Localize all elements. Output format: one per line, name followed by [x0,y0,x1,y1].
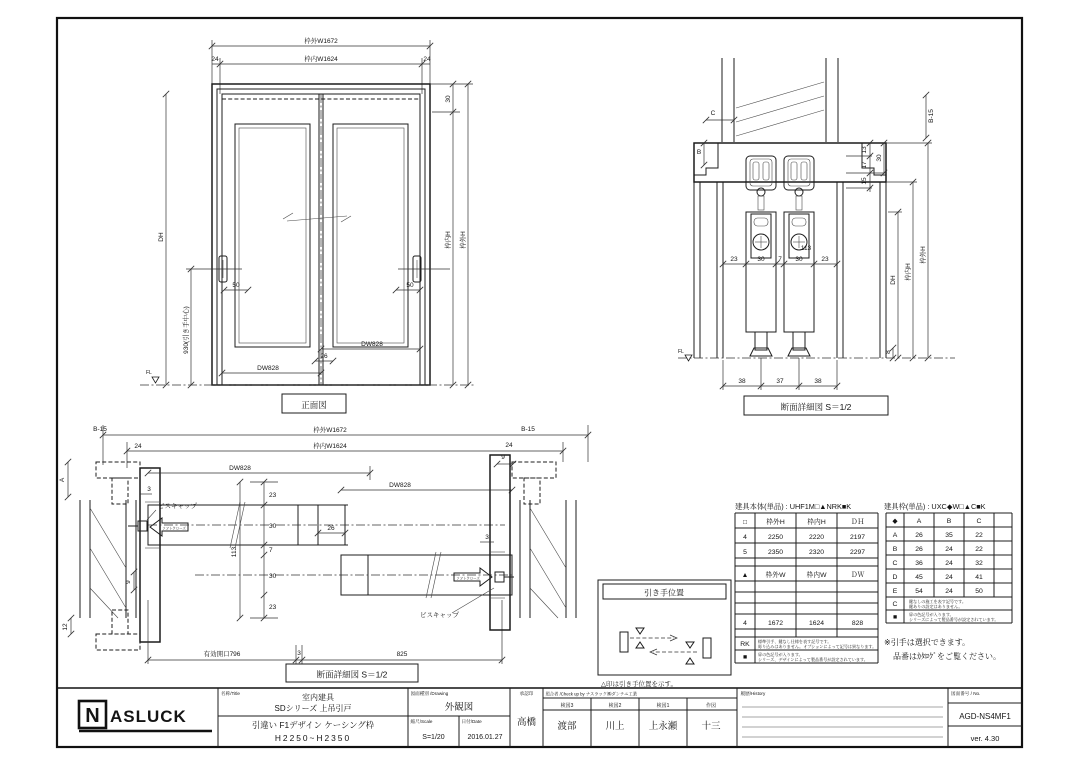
hs-chain-2: 7 [269,547,273,554]
tb-title-3: 引違い F1デザイン ケーシング枠 [251,720,375,730]
t2-r2c2: 24 [945,560,953,567]
tb-approval-header: 承認印 [519,691,534,696]
hs-dim-24-right: 24 [505,442,513,449]
t2-sq-note-2: シリーズによって製品番号が設定されています。 [909,617,999,622]
hs-dim-inner-w: 枠内W1624 [313,443,347,450]
fv-dim-50-right: 50 [406,282,414,289]
tb-date-header: 日付/Date [461,719,482,724]
t2-r3c2: 24 [945,574,953,581]
t2-r0c0: A [892,532,898,539]
fv-dw-right: DW828 [361,341,383,348]
t2-h1: A [916,518,922,525]
vs-d15: 15 [861,177,868,185]
t2-r0c2: 35 [945,532,953,539]
t2-c-note-1: 鍵なしの施工を表す記号です。 [909,599,966,604]
tb-col-draw: 作図 [705,703,717,709]
t1-r1c0: 5 [743,549,747,556]
vs-bottom-2: 38 [814,378,822,385]
vs-d13: 13 [861,146,868,154]
tb-name-check3: 渡部 [557,721,577,732]
t1-r1c3: 2297 [849,549,866,556]
fv-dh: DH [158,232,165,242]
hs-softclose-right: ソフトクローズ [456,576,480,581]
tb-scale: S=1/20 [422,734,445,741]
tb-drawing-no: AGD-NS4MF1 [959,712,1011,721]
tb-col-check2: 検図2 [608,703,622,709]
t2-r1c1: 26 [915,546,923,553]
tb-date: 2016.01.27 [467,734,503,741]
t2-c-note-2: 鍵ありの設定はありません。 [909,604,963,609]
t2-r3c3: 41 [975,574,983,581]
hs-dim-24-left: 24 [134,443,142,450]
t1-h1: 枠外H [766,519,785,526]
hs-softclose-left: ソフトクローズ [162,526,186,531]
t2-r2c3: 32 [975,560,983,567]
t2-r1c2: 24 [945,546,953,553]
hs-screwcap-right: ビスキャップ [420,612,459,619]
hs-dim-a: A [59,477,66,483]
t1-h3: ＤＨ [850,519,865,526]
tb-scale-header: 縮尺/Scale [410,719,433,724]
vs-b15: B-15 [928,109,935,123]
vs-dim-b: B [696,149,702,156]
vs-bottom-1: 37 [776,378,784,385]
vs-caption: 断面詳細図 S＝1/2 [780,402,852,412]
fv-caption: 正面図 [301,400,327,410]
vs-dim-c: C [710,110,716,117]
hp-title: 引き手位置 [644,588,684,598]
vs-inner-h: 枠内H [905,263,912,281]
tb-version: ver. 4.30 [970,734,1000,743]
fv-dim-24-right: 24 [423,56,431,63]
vs-d8: 8 [885,350,892,354]
t1-r0c2: 2220 [808,534,825,541]
t2-r2c1: 36 [915,560,923,567]
hs-d113: 113 [231,546,238,558]
hs-screwcap-left: ビスキャップ [158,503,197,510]
t1-r0c1: 2250 [767,534,784,541]
t1-sq-note-2: シリーズ、デザインによって製品番号が設定されています。 [758,657,868,662]
tb-name-check2: 川上 [605,721,625,732]
fv-inner-h: 枠内H [445,231,452,249]
tb-col-check1: 検図1 [656,703,670,709]
vs-chain-3: 30 [795,256,803,263]
hs-dw1: DW828 [229,465,251,472]
t2-r1c0: B [892,546,898,553]
hs-dw2: DW828 [389,482,411,489]
vs-chain-2: 7 [778,256,782,263]
hs-dim-26: 26 [327,525,335,532]
vs-dh: DH [890,275,897,285]
vs-chain-1: 30 [757,256,765,263]
fv-dim-30: 30 [445,95,452,103]
vs-fl-label: FL [678,349,684,355]
t2-c-key: C [892,601,898,608]
t1-w0: 4 [743,620,747,627]
t1-title: 建具本体(単品) : UHF1M□▲NRK■K [735,502,852,511]
vs-chain-0: 23 [730,256,738,263]
sheet-border [57,18,1022,747]
t1-w1: 1672 [767,620,784,627]
fv-dim-50-left: 50 [232,282,240,289]
t2-remark-2: 品番はｶﾀﾛｸﾞをご覧ください。 [893,652,1001,661]
t1-h2: 枠内H [807,519,826,526]
t2-r4c3: 50 [975,588,983,595]
t2-h3: C [976,518,982,525]
t2-r0c3: 22 [975,532,983,539]
hs-chain-1: 30 [269,523,277,530]
hs-caption: 断面詳細図 S＝1/2 [316,669,388,680]
t1-rk-note-1: 標準引手、鍵なし仕様を表す記号です。 [758,639,832,644]
hs-chain-3: 30 [269,573,277,580]
logo-text: ASLUCK [110,707,187,726]
hp-note: △印は引き手位置を示す。 [601,681,677,688]
t2-r4c1: 54 [915,588,923,595]
t1-rk-key: RK [740,641,750,648]
hs-dim-3-left: 3 [147,486,151,493]
t1-r1c2: 2320 [808,549,825,556]
t2-r1c3: 22 [975,546,983,553]
tb-col-check3: 検図3 [560,703,574,709]
t1-wh1: 枠外W [765,572,786,579]
t1-wh0: ▲ [741,572,749,579]
fv-dw-left: DW828 [257,365,279,372]
fv-fl-label: FL [146,370,152,376]
hs-b15-left: B-15 [93,426,107,433]
t1-r1c1: 2350 [767,549,784,556]
t1-r0c0: 4 [743,534,747,541]
t2-r4c0: E [892,588,898,595]
t1-h0: □ [742,519,748,526]
fv-dim-outer-w: 枠外W1672 [304,38,338,45]
hs-chain-0: 23 [269,492,277,499]
tb-drawing-type: 外観図 [444,702,474,713]
vs-d30: 30 [876,154,883,162]
fv-dim-24-left: 24 [211,56,219,63]
vs-d113: 113 [800,245,812,252]
hs-chain-4: 23 [269,604,277,611]
t2-r0c1: 26 [915,532,923,539]
t2-sq-key: ■ [892,614,898,621]
tb-history-header: 履歴/History [740,691,766,696]
vs-d17: 17 [861,161,868,169]
hs-dim-9-right: 9 [501,454,505,461]
t1-w3: 828 [851,620,864,627]
t1-wh3: ＤＷ [850,572,865,579]
tb-name-draw: 十三 [701,721,721,732]
t2-sq-note-1: 扉の色記号が入ります。 [909,612,954,617]
logo-n: N [85,705,100,727]
fv-dim-inner-w: 枠内W1624 [304,56,338,63]
t1-w2: 1624 [808,620,825,627]
t1-sq-note-1: 扉の色記号が入ります。 [758,652,803,657]
t2-r2c0: C [892,560,898,567]
hs-b15-right: B-15 [521,426,535,433]
tb-name-check1: 上永瀬 [648,721,678,732]
fv-outer-h: 枠外H [460,231,467,249]
vs-bottom-0: 38 [738,378,746,385]
tb-approver: 高橋 [516,717,537,728]
tb-title-2: SDシリーズ 上吊引戸 [274,704,352,713]
tb-no-header: 図面番号 / No. [951,691,981,696]
hs-dim-825: 825 [396,651,408,658]
hs-dim-12: 12 [62,623,69,631]
t2-r3c1: 45 [915,574,923,581]
t1-rk-note-2: 彫り込みはありません。オプションによって記号は異なります。 [758,644,877,649]
t2-r3c0: D [892,574,898,581]
t2-h2: B [946,518,952,525]
tb-name-header: 名称/Title [221,691,240,696]
t1-r0c3: 2197 [849,534,866,541]
tb-check-header: 照合者 /Check up by ナスラック㈱ダンテニ工業 [545,691,638,697]
tb-title-4: H2250~H2350 [274,733,352,743]
hs-opening: 有効開口796 [203,651,241,658]
t2-title: 建具枠(単品) : UXC◆W□▲C■K [884,502,986,511]
hs-dim-outer-w: 枠外W1672 [313,427,347,434]
t1-sq-key: ■ [742,654,748,661]
hs-dim-9-left: 9 [125,580,132,584]
hs-dim-3-bottom: 3 [297,650,301,657]
t2-r4c2: 24 [945,588,953,595]
tb-drawing-header: 図面種別 /Drawing [410,691,449,696]
t1-wh2: 枠内W [806,572,827,579]
t2-h0: ◆ [892,518,898,525]
tb-title-1: 室内建具 [302,693,334,702]
vs-chain-4: 23 [821,256,829,263]
t2-remark-1: ※引手は選択できます。 [884,638,971,647]
fv-handle-center: 930(引き手中心) [183,306,190,354]
fv-dim-26: 26 [320,353,328,360]
hs-dim-3-right: 3 [485,534,489,541]
vs-outer-h: 枠外H [920,246,927,264]
